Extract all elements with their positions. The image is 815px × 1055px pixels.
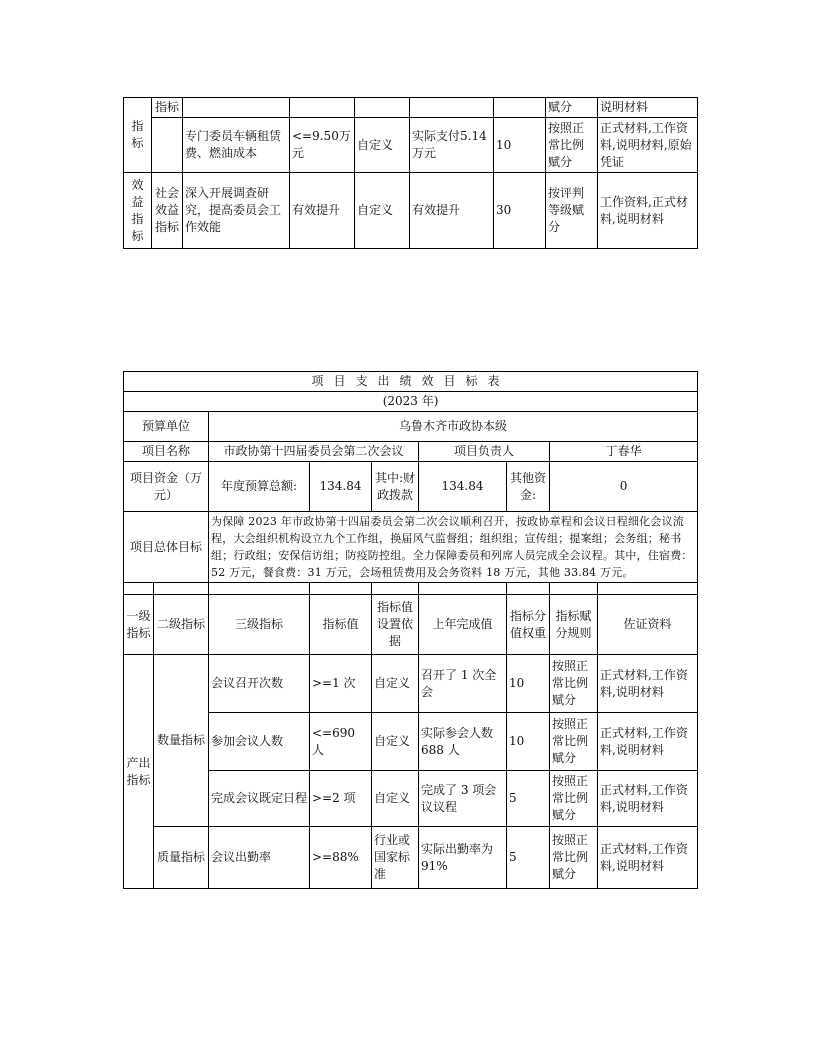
- social-level2: 社会效益指标: [152, 173, 183, 249]
- actual-vehicle: 实际支付5.14万元: [410, 118, 494, 173]
- project-name-value: 市政协第十四届委员会第二次会议: [209, 442, 419, 462]
- weight-header: 指标分值权重: [507, 595, 550, 655]
- form-title: 项目支出绩效目标表: [124, 372, 698, 392]
- evidence-header: 说明材料: [598, 98, 698, 118]
- performance-target-table: [123, 371, 698, 889]
- indicator-vehicle: 专门委员车辆租赁费、燃油成本: [183, 118, 290, 173]
- rule-social: 按评判等级赋分: [546, 173, 598, 249]
- evidence-header: 佐证资料: [598, 595, 698, 655]
- target-social: 有效提升: [290, 173, 355, 249]
- indicator-cell: 会议召开次数: [209, 655, 310, 713]
- evidence-cell: 正式材料,工作资料,说明材料: [598, 771, 698, 827]
- other-label: 其他资金:: [507, 462, 550, 512]
- weight-social: 30: [494, 173, 546, 249]
- value-header: 指标值: [310, 595, 372, 655]
- goal-label: 项目总体目标: [124, 512, 209, 583]
- basis-vehicle: 自定义: [355, 118, 410, 173]
- goal-text: 为保障 2023 年市政协第十四届委员会第二次会议顺利召开，按政协章程和会议日程细化会议流程，大会组织机构设立九个工作组，换届风气监督组；组织组；宣传组；提案组；会务组；秘书组；行政组；安保信访组；防疫防控组。全力保障委员和列席人员完成全会议程。其中，住宿费：52 万元，餐食费：31 万元，会场租赁费用及会务资料 18 万元，其他 33.84 万元。: [209, 512, 698, 583]
- weight-cell: 5: [507, 827, 550, 889]
- last-year-header: 上年完成值: [419, 595, 507, 655]
- basis-header: 指标值设置依据: [372, 595, 419, 655]
- value-cell: >=2 项: [310, 771, 372, 827]
- fiscal-value: 134.84: [419, 462, 507, 512]
- actual-social: 有效提升: [410, 173, 494, 249]
- last-year-cell: 完成了 3 项会议议程: [419, 771, 507, 827]
- value-cell: <=690 人: [310, 713, 372, 771]
- output-indicator-label: 产出指标: [124, 655, 154, 889]
- fund-label: 项目资金（万元）: [124, 462, 209, 512]
- annual-total-label: 年度预算总额:: [209, 462, 310, 512]
- level1-header: 一级指标: [124, 595, 154, 655]
- quantity-indicator-label: 数量指标: [154, 655, 209, 827]
- fiscal-label: 其中:财政拨款: [372, 462, 419, 512]
- budget-unit-label: 预算单位: [124, 412, 209, 442]
- evidence-cell: 正式材料,工作资料,说明材料: [598, 713, 698, 771]
- project-lead-value: 丁春华: [550, 442, 698, 462]
- benefit-level1: 效益指标: [124, 173, 152, 249]
- rule-cell: 按照正常比例赋分: [550, 827, 598, 889]
- target-vehicle: <=9.50万元: [290, 118, 355, 173]
- weight-cell: 10: [507, 713, 550, 771]
- basis-social: 自定义: [355, 173, 410, 249]
- quality-indicator-label: 质量指标: [154, 827, 209, 889]
- project-name-label: 项目名称: [124, 442, 209, 462]
- value-cell: >=88%: [310, 827, 372, 889]
- weight-cell: 10: [507, 655, 550, 713]
- basis-cell: 自定义: [372, 771, 419, 827]
- last-year-cell: 实际参会人数 688 人: [419, 713, 507, 771]
- value-cell: >=1 次: [310, 655, 372, 713]
- last-year-cell: 召开了 1 次全会: [419, 655, 507, 713]
- level2-header: 二级指标: [154, 595, 209, 655]
- form-year: (2023 年): [124, 392, 698, 412]
- evidence-cell: 正式材料,工作资料,说明材料: [598, 655, 698, 713]
- basis-cell: 自定义: [372, 713, 419, 771]
- last-year-cell: 实际出勤率为 91%: [419, 827, 507, 889]
- rule-cell: 按照正常比例赋分: [550, 713, 598, 771]
- budget-unit-value: 乌鲁木齐市政协本级: [209, 412, 698, 442]
- indicator-cell: 会议出勤率: [209, 827, 310, 889]
- basis-cell: 自定义: [372, 655, 419, 713]
- other-value: 0: [550, 462, 698, 512]
- indicator-social: 深入开展调查研究，提高委员会工作效能: [183, 173, 290, 249]
- rule-cell: 按照正常比例赋分: [550, 655, 598, 713]
- level2-header: 指标: [152, 98, 183, 118]
- rule-header: 指标赋分规则: [550, 595, 598, 655]
- annual-total-value: 134.84: [310, 462, 372, 512]
- rule-header: 赋分: [546, 98, 598, 118]
- rule-vehicle: 按照正常比例赋分: [546, 118, 598, 173]
- weight-vehicle: 10: [494, 118, 546, 173]
- level3-header: 三级指标: [209, 595, 310, 655]
- basis-cell: 行业或国家标准: [372, 827, 419, 889]
- level1-cell: 指标: [124, 98, 152, 173]
- project-lead-label: 项目负责人: [419, 442, 550, 462]
- weight-cell: 5: [507, 771, 550, 827]
- evidence-social: 工作资料,正式材料,说明材料: [598, 173, 698, 249]
- continuation-table: [123, 97, 698, 249]
- evidence-cell: 正式材料,工作资料,说明材料: [598, 827, 698, 889]
- evidence-vehicle: 正式材料,工作资料,说明材料,原始凭证: [598, 118, 698, 173]
- rule-cell: 按照正常比例赋分: [550, 771, 598, 827]
- indicator-cell: 完成会议既定日程: [209, 771, 310, 827]
- indicator-cell: 参加会议人数: [209, 713, 310, 771]
